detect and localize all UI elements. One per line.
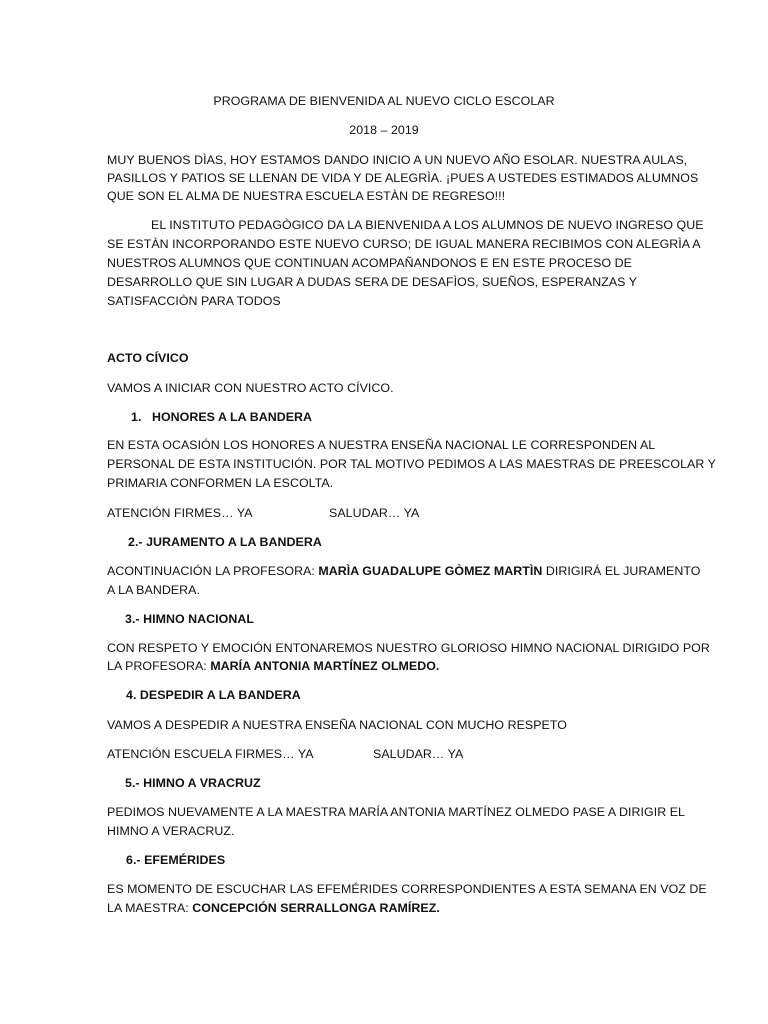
section-1-number: 1. — [131, 410, 142, 424]
section-3-line: CON RESPETO Y EMOCIÓN ENTONAREMOS NUESTRO GLORIOSO HIMNO NACIONAL DIRIGIDO POR — [107, 641, 710, 655]
section-1-command-attention: ATENCIÓN FIRMES… YA — [107, 506, 253, 520]
intro-line: PASILLOS Y PATIOS SE LLENAN DE VIDA Y DE ALEGRÌA. ¡PUES A USTEDES ESTIMADOS ALUMNOS — [107, 171, 699, 185]
section-4-command-attention: ATENCIÓN ESCUELA FIRMES… YA — [107, 747, 314, 761]
section-2-title: 2.- JURAMENTO A LA BANDERA — [128, 535, 322, 549]
section-3-line — [107, 657, 439, 675]
section-2-line — [107, 562, 700, 580]
intro-line: MUY BUENOS DÌAS, HOY ESTAMOS DANDO INICIO A UN NUEVO AÑO ESOLAR. NUESTRA AULAS, — [107, 153, 688, 167]
section-5-title: 5.- HIMNO A VRACRUZ — [125, 776, 261, 790]
section-2-line: A LA BANDERA. — [107, 583, 200, 597]
document-title: PROGRAMA DE BIENVENIDA AL NUEVO CICLO ESCOLAR — [213, 94, 555, 108]
section-6-title: 6.- EFEMÉRIDES — [126, 853, 226, 867]
section-2-teacher-name: MARÌA GUADALUPE GÒMEZ MARTÌN — [318, 564, 543, 578]
welcome-line: NUESTROS ALUMNOS QUE CONTINUAN ACOMPAÑANDONOS E EN ESTE PROCESO DE — [107, 256, 632, 270]
section-3-title: 3.- HIMNO NACIONAL — [125, 612, 254, 626]
section-6-teacher-name: CONCEPCIÓN SERRALLONGA RAMÍREZ. — [192, 901, 440, 915]
section-2-line-suffix: DIRIGIRÁ EL JURAMENTO — [542, 564, 701, 578]
welcome-line: EL INSTITUTO PEDAGÒGICO DA LA BIENVENIDA A LOS ALUMNOS DE NUEVO INGRESO QUE — [151, 218, 704, 232]
section-6-line — [107, 899, 440, 917]
section-1-title: HONORES A LA BANDERA — [152, 410, 313, 424]
section-1-line: PERSONAL DE ESTA INSTITUCIÓN. POR TAL MOTIVO PEDIMOS A LAS MAESTRAS DE PREESCOLAR Y — [107, 457, 716, 471]
section-4-line: VAMOS A DESPEDIR A NUESTRA ENSEÑA NACIONAL CON MUCHO RESPETO — [107, 718, 567, 732]
section-3-line-prefix: LA PROFESORA: — [107, 659, 211, 673]
intro-line: QUE SON EL ALMA DE NUESTRA ESCUELA ESTÀN DE REGRESO!!! — [107, 189, 506, 203]
section-1-command-salute: SALUDAR… YA — [329, 506, 420, 520]
section-2-line-prefix: ACONTINUACIÓN LA PROFESORA: — [107, 564, 319, 578]
section-5-line: HIMNO A VERACRUZ. — [107, 824, 235, 838]
section-5-line: PEDIMOS NUEVAMENTE A LA MAESTRA MARÍA ANTONIA MARTÍNEZ OLMEDO PASE A DIRIGIR EL — [107, 805, 685, 819]
section-1-line: PRIMARIA CONFORMEN LA ESCOLTA. — [107, 476, 334, 490]
welcome-line: DESARROLLO QUE SIN LUGAR A DUDAS SERA DE DESAFÌOS, SUEÑOS, ESPERANZAS Y — [107, 275, 638, 289]
school-year: 2018 – 2019 — [349, 123, 419, 137]
section-6-line: ES MOMENTO DE ESCUCHAR LAS EFEMÉRIDES CORRESPONDIENTES A ESTA SEMANA EN VOZ DE — [107, 882, 707, 896]
welcome-line: SATISFACCIÒN PARA TODOS — [107, 294, 281, 308]
section-6-line-prefix: LA MAESTRA: — [107, 901, 193, 915]
section-4-command-salute: SALUDAR… YA — [373, 747, 464, 761]
section-3-teacher-name: MARÍA ANTONIA MARTÍNEZ OLMEDO. — [210, 659, 440, 673]
section-4-title: 4. DESPEDIR A LA BANDERA — [126, 688, 301, 702]
section-1-line: EN ESTA OCASIÓN LOS HONORES A NUESTRA ENSEÑA NACIONAL LE CORRESPONDEN AL — [107, 438, 656, 452]
welcome-line: SE ESTÀN INCORPORANDO ESTE NUEVO CURSO; DE IGUAL MANERA RECIBIMOS CON ALEGRÌA A — [107, 237, 701, 251]
acto-civico-intro: VAMOS A INICIAR CON NUESTRO ACTO CÍVICO. — [107, 381, 394, 395]
acto-civico-heading: ACTO CÍVICO — [107, 351, 189, 365]
